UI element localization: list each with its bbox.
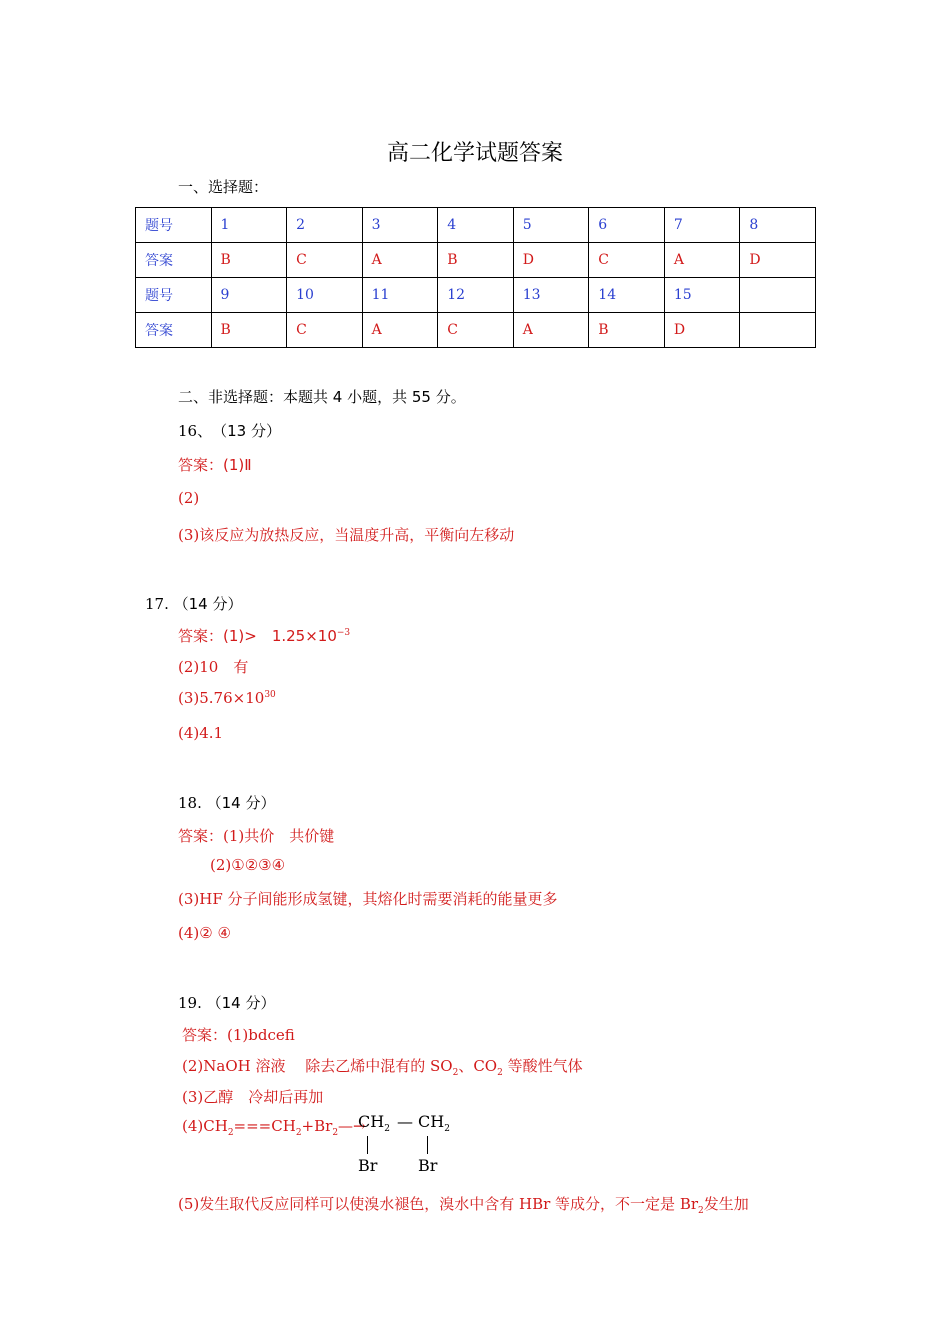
answer-cell: B: [438, 243, 514, 278]
page-title: 高二化学试题答案: [386, 141, 563, 166]
q17-answer-1: [178, 625, 350, 646]
q19-answer-4-arrow: —→: [338, 1117, 366, 1135]
q19-heading: [178, 992, 276, 1013]
answer-cell: B: [589, 313, 665, 348]
q17-answer-1-exponent: −3: [336, 628, 351, 638]
section-non-choice-heading: [178, 386, 466, 407]
question-number-cell: 8: [740, 208, 816, 243]
question-number-cell: 9: [211, 278, 287, 313]
q19-answer-2-sub2: 2: [497, 1068, 503, 1078]
struct-ch2-right: [418, 1112, 450, 1134]
question-number-cell: 2: [287, 208, 363, 243]
q17-answer-3-exponent: 30: [264, 690, 276, 700]
table-row: [136, 313, 816, 348]
section-multiple-choice-heading: 一、选择题：: [178, 178, 269, 196]
q19-answer-4-s2: 2: [295, 1128, 302, 1138]
question-number-cell: 10: [287, 278, 363, 313]
answer-cell: C: [589, 243, 665, 278]
q19-answer-5-sub: 2: [698, 1206, 704, 1216]
answer-cell: A: [664, 243, 740, 278]
q17-number: 17.: [145, 595, 169, 613]
q19-answer-4-b: ===CH: [233, 1117, 296, 1135]
struct-ch2-right-sub: 2: [444, 1124, 450, 1135]
q19-answer-2-sub1: 2: [452, 1068, 459, 1078]
struct-br-right: Br: [418, 1156, 438, 1175]
answer-cell: B: [211, 313, 287, 348]
q17-answer-4: (4)4.1: [178, 724, 224, 742]
q19-answer-4-s3: 2: [332, 1128, 339, 1138]
q18-answer-3: (3)HF 分子间能形成氢键，其熔化时需要消耗的能量更多: [178, 890, 558, 908]
q17-score: （14 分）: [173, 595, 243, 613]
answer-cell: B: [211, 243, 287, 278]
q19-answer-4-a: (4)CH: [182, 1117, 228, 1135]
q18-score: （14 分）: [206, 794, 276, 812]
answer-cell: A: [513, 313, 589, 348]
struct-br-left: Br: [358, 1156, 378, 1175]
q16-score: （13 分）: [219, 422, 281, 440]
q19-answer-1: 答案：(1)bdcefi: [182, 1026, 295, 1044]
q19-score: （14 分）: [206, 994, 276, 1012]
section-non-choice-prefix: 二、非选择题：: [178, 388, 284, 406]
q18-number: 18.: [178, 794, 202, 812]
q19-answer-2-b: 、CO: [458, 1057, 498, 1075]
question-number-cell: 12: [438, 278, 514, 313]
answer-cell: [740, 313, 816, 348]
table-row-label: 答案: [136, 313, 212, 348]
q17-answer-3-text: (3)5.76×10: [178, 689, 265, 707]
q17-answer-2: (2)10 有: [178, 658, 249, 676]
struct-ch2-left: [358, 1112, 390, 1134]
q19-number: 19.: [178, 994, 202, 1012]
dibromoethane-structure: [355, 1112, 475, 1182]
question-number-cell: 7: [664, 208, 740, 243]
table-row: [136, 278, 816, 313]
struct-vbond-right: [427, 1136, 428, 1154]
table-row: [136, 208, 816, 243]
q19-answer-5: [178, 1193, 749, 1216]
q19-answer-3: (3)乙醇 冷却后再加: [182, 1088, 324, 1106]
q19-answer-5-a: (5)发生取代反应同样可以使溴水褪色，溴水中含有 HBr 等成分，不一定是 Br: [178, 1195, 699, 1213]
q17-heading: [145, 593, 243, 614]
question-number-cell: [740, 278, 816, 313]
q16-answer-2: (2): [178, 489, 200, 507]
q18-answer-2: (2)①②③④: [210, 856, 286, 874]
q19-answer-4-c: +Br: [301, 1117, 333, 1135]
struct-ch2-right-text: CH: [418, 1112, 445, 1131]
question-number-cell: 5: [513, 208, 589, 243]
q19-answer-2-c: 等酸性气体: [502, 1057, 583, 1075]
question-number-cell: 1: [211, 208, 287, 243]
question-number-cell: 6: [589, 208, 665, 243]
answer-table: [135, 207, 816, 348]
q19-answer-4-s1: 2: [227, 1128, 234, 1138]
q17-answer-3: [178, 689, 276, 707]
answer-cell: C: [438, 313, 514, 348]
answer-cell: D: [740, 243, 816, 278]
question-number-cell: 14: [589, 278, 665, 313]
question-number-cell: 3: [362, 208, 438, 243]
table-row-label: 答案: [136, 243, 212, 278]
q16-number: 16、: [178, 422, 205, 440]
question-number-cell: 11: [362, 278, 438, 313]
struct-ch2-left-text: CH: [358, 1112, 385, 1131]
q18-answer-4: (4)② ④: [178, 924, 231, 942]
answer-cell: A: [362, 243, 438, 278]
answer-cell: D: [664, 313, 740, 348]
struct-ch2-left-sub: 2: [384, 1124, 390, 1135]
question-number-cell: 15: [664, 278, 740, 313]
q19-answer-4: [182, 1117, 366, 1138]
answer-cell: D: [513, 243, 589, 278]
table-row-label: 题号: [136, 278, 212, 313]
q17-answer-1-text: 答案：(1)> 1.25×10: [178, 627, 337, 645]
q18-answer-1: 答案：(1)共价 共价键: [178, 827, 335, 845]
q18-heading: [178, 792, 276, 813]
q16-answer-3: (3)该反应为放热反应，当温度升高，平衡向左移动: [178, 526, 515, 544]
q16-heading: [178, 420, 281, 441]
question-number-cell: 4: [438, 208, 514, 243]
q19-answer-5-b: 发生加: [703, 1195, 749, 1213]
q16-answer-1: 答案：(1)Ⅱ: [178, 456, 252, 474]
table-row: [136, 243, 816, 278]
q19-answer-2-a: (2)NaOH 溶液 除去乙烯中混有的 SO: [182, 1057, 453, 1075]
answer-cell: A: [362, 313, 438, 348]
answer-cell: C: [287, 313, 363, 348]
struct-vbond-left: [367, 1136, 368, 1154]
section-non-choice-rest: 本题共 4 小题，共 55 分。: [283, 388, 466, 406]
answer-cell: C: [287, 243, 363, 278]
question-number-cell: 13: [513, 278, 589, 313]
table-row-label: 题号: [136, 208, 212, 243]
q19-answer-2: [182, 1055, 583, 1078]
struct-bond: —: [397, 1112, 413, 1131]
